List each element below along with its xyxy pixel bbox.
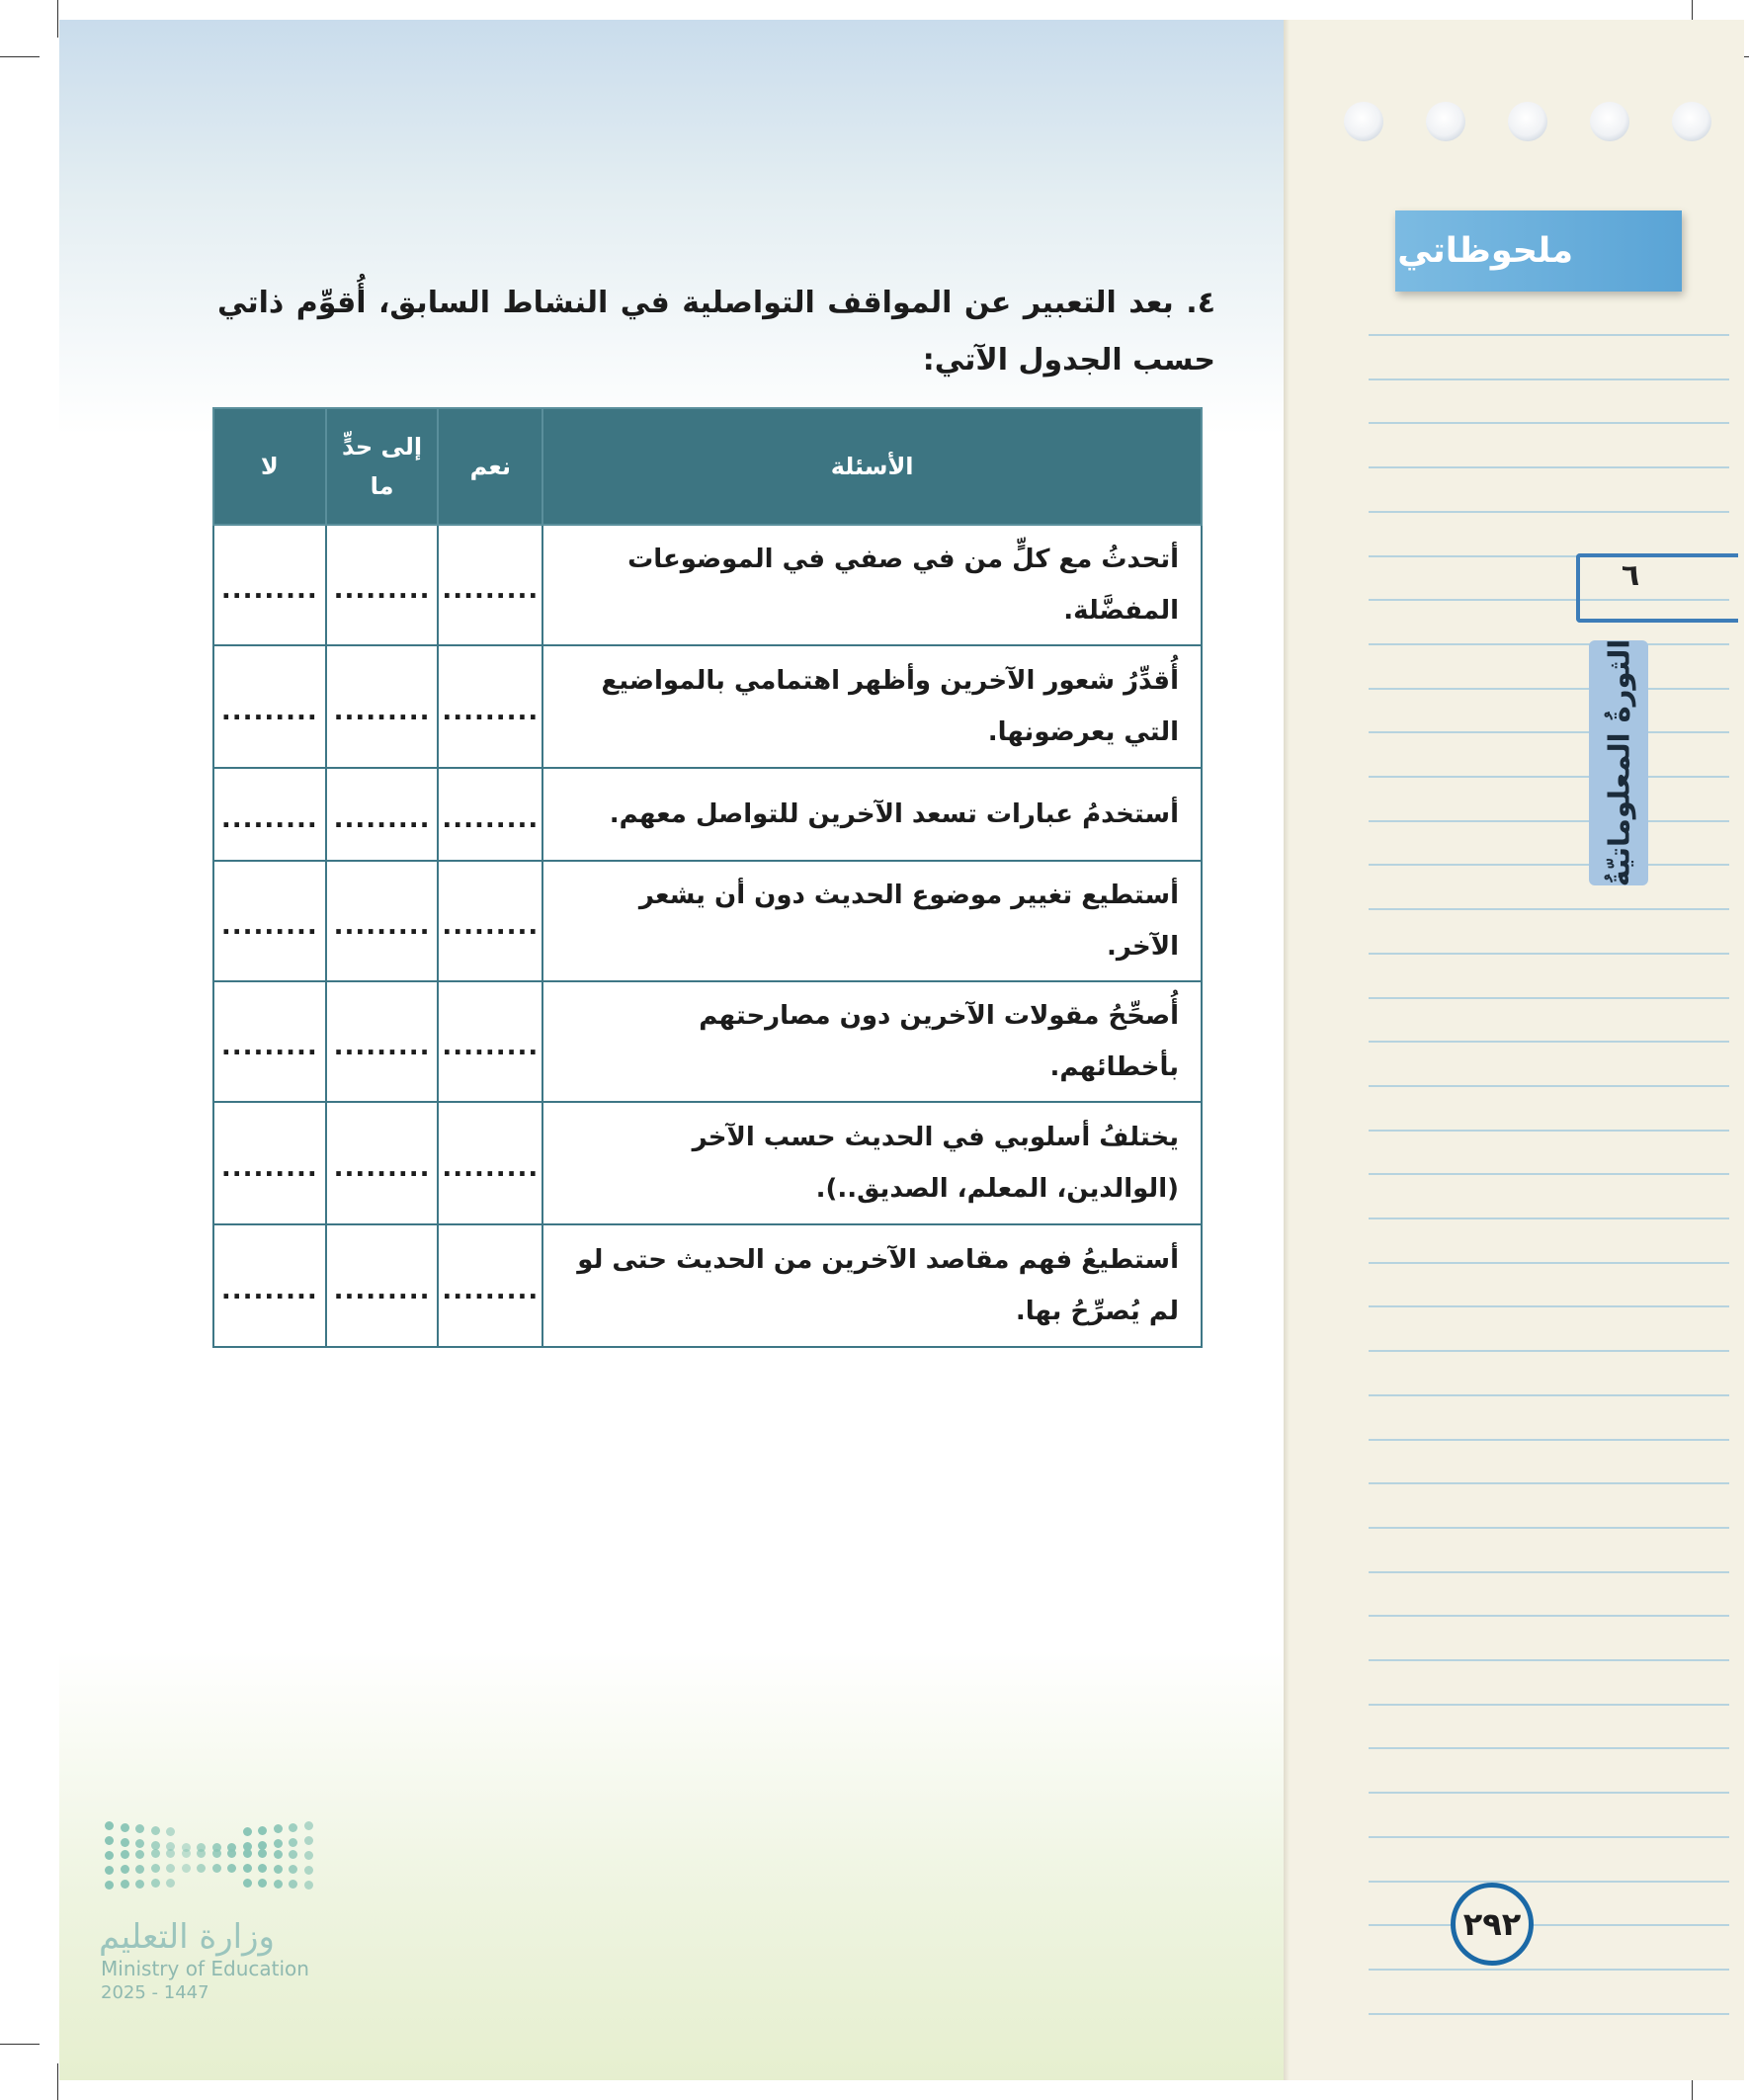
table-row xyxy=(213,525,1202,645)
page-number: ٢٩٢ xyxy=(1451,1883,1534,1966)
note-line xyxy=(1369,422,1729,424)
note-line xyxy=(1369,1527,1729,1529)
note-line xyxy=(1369,466,1729,468)
answer-no[interactable]: ......... xyxy=(213,1102,326,1224)
unit-number: ٦ xyxy=(1621,558,1640,593)
note-line xyxy=(1369,1704,1729,1706)
logo-dot xyxy=(274,1824,283,1833)
logo-dot xyxy=(121,1880,129,1889)
logo-dot xyxy=(121,1823,129,1832)
note-line xyxy=(1369,1792,1729,1794)
note-line xyxy=(1369,997,1729,999)
row-question: أتحدثُ مع كلٍّ من في صفي في الموضوعات المفضَّلة. xyxy=(542,525,1202,645)
row-question: أُصحِّحُ مقولات الآخرين دون مصارحتهم بأخطائهم. xyxy=(542,981,1202,1102)
logo-dot xyxy=(166,1849,175,1858)
logo-dot xyxy=(304,1821,313,1830)
note-line xyxy=(1369,1439,1729,1441)
self-assessment-table xyxy=(212,407,1203,1348)
binder-hole xyxy=(1672,102,1711,141)
logo-dot xyxy=(304,1836,313,1845)
notes-tab xyxy=(1395,210,1682,292)
ministry-name-arabic: وزارة التعليم xyxy=(99,1917,275,1957)
binder-hole xyxy=(1508,102,1547,141)
logo-dot xyxy=(121,1838,129,1847)
note-line xyxy=(1369,1615,1729,1617)
answer-yes[interactable]: ......... xyxy=(438,981,542,1102)
answer-yes[interactable]: ......... xyxy=(438,1102,542,1224)
crop-mark xyxy=(57,0,58,38)
logo-dot xyxy=(274,1865,283,1874)
crop-mark xyxy=(57,2063,58,2100)
answer-no[interactable]: ......... xyxy=(213,861,326,981)
row-question: أستطيعُ فهم مقاصد الآخرين من الحديث حتى لو لم يُصرِّحُ بها. xyxy=(542,1224,1202,1347)
note-line xyxy=(1369,2013,1729,2015)
note-line xyxy=(1369,1571,1729,1573)
note-line xyxy=(1369,1041,1729,1043)
answer-yes[interactable]: ......... xyxy=(438,861,542,981)
note-line xyxy=(1369,1482,1729,1484)
logo-dot xyxy=(166,1864,175,1873)
note-line xyxy=(1369,643,1729,645)
logo-dot xyxy=(135,1850,144,1859)
note-line xyxy=(1369,953,1729,955)
note-line xyxy=(1369,334,1729,336)
note-line xyxy=(1369,1747,1729,1749)
note-line xyxy=(1369,1085,1729,1087)
note-line xyxy=(1369,1881,1729,1883)
answer-somewhat[interactable]: ......... xyxy=(326,645,439,768)
note-line xyxy=(1369,776,1729,778)
note-line xyxy=(1369,688,1729,690)
note-line xyxy=(1369,731,1729,733)
logo-dot xyxy=(289,1823,297,1832)
answer-somewhat[interactable]: ......... xyxy=(326,981,439,1102)
logo-dot xyxy=(182,1864,191,1873)
logo-dot xyxy=(243,1849,252,1858)
logo-dot xyxy=(166,1827,175,1836)
logo-dot xyxy=(151,1826,160,1835)
table-header-row xyxy=(213,408,1202,525)
logo-dot xyxy=(212,1864,221,1873)
binder-hole xyxy=(1344,102,1383,141)
row-question: أستخدمُ عبارات تسعد الآخرين للتواصل معهم. xyxy=(542,768,1202,861)
logo-dot xyxy=(304,1866,313,1875)
logo-dot xyxy=(166,1879,175,1888)
table-row xyxy=(213,768,1202,861)
table-row xyxy=(213,1102,1202,1224)
ministry-name-english: Ministry of Education xyxy=(101,1957,309,1980)
answer-somewhat[interactable]: ......... xyxy=(326,768,439,861)
note-line xyxy=(1369,1262,1729,1264)
note-line xyxy=(1369,908,1729,910)
logo-dot xyxy=(243,1827,252,1836)
logo-dot xyxy=(289,1838,297,1847)
logo-dot xyxy=(227,1864,236,1873)
binder-hole xyxy=(1426,102,1465,141)
crop-mark xyxy=(0,2044,40,2045)
logo-dot xyxy=(274,1850,283,1859)
table-row xyxy=(213,645,1202,768)
edition-year: 2025 - 1447 xyxy=(101,1982,209,2003)
header-somewhat: إلى حدٍّ ما xyxy=(326,408,439,525)
note-line xyxy=(1369,1305,1729,1307)
logo-dot xyxy=(274,1880,283,1889)
logo-dot xyxy=(105,1821,114,1830)
unit-title: الثورةُ المعلوماتيّةُ xyxy=(1602,638,1636,887)
logo-dot xyxy=(151,1864,160,1873)
row-question: أستطيع تغيير موضوع الحديث دون أن يشعر الآخر. xyxy=(542,861,1202,981)
header-no: لا xyxy=(213,408,326,525)
note-line xyxy=(1369,1924,1729,1926)
logo-dot xyxy=(151,1849,160,1858)
note-line xyxy=(1369,864,1729,866)
question-prompt: ٤. بعد التعبير عن المواقف التواصلية في النشاط السابق، أُقوِّم ذاتي حسب الجدول الآتي: xyxy=(217,286,1215,378)
logo-dot xyxy=(243,1879,252,1888)
logo-dot xyxy=(135,1865,144,1874)
note-line xyxy=(1369,511,1729,513)
header-questions: الأسئلة xyxy=(542,408,1202,525)
logo-dot xyxy=(105,1881,114,1890)
crop-mark xyxy=(0,56,40,57)
notes-tab-label: ملحوظاتي xyxy=(1397,231,1573,271)
logo-dot xyxy=(197,1864,206,1873)
logo-dot xyxy=(227,1849,236,1858)
answer-no[interactable]: ......... xyxy=(213,768,326,861)
note-line xyxy=(1369,1659,1729,1661)
logo-dot xyxy=(304,1851,313,1860)
answer-no[interactable]: ......... xyxy=(213,525,326,645)
unit-title-wrapper xyxy=(1589,640,1648,885)
note-line xyxy=(1369,1836,1729,1838)
answer-yes[interactable]: ......... xyxy=(438,768,542,861)
logo-dot xyxy=(304,1881,313,1890)
logo-dot xyxy=(182,1849,191,1858)
note-line xyxy=(1369,378,1729,380)
logo-dot xyxy=(274,1839,283,1848)
answer-somewhat[interactable]: ......... xyxy=(326,525,439,645)
logo-dot xyxy=(135,1880,144,1889)
logo-dot xyxy=(258,1826,267,1835)
logo-dot xyxy=(243,1864,252,1873)
row-question: أُقدِّرُ شعور الآخرين وأظهر اهتمامي بالمواضيع التي يعرضونها. xyxy=(542,645,1202,768)
note-line xyxy=(1369,820,1729,822)
table-row xyxy=(213,861,1202,981)
logo-dot xyxy=(212,1849,221,1858)
note-line xyxy=(1369,1218,1729,1219)
note-line xyxy=(1369,1350,1729,1352)
logo-dot xyxy=(105,1836,114,1845)
note-line xyxy=(1369,1130,1729,1132)
header-yes: نعم xyxy=(438,408,542,525)
logo-dot xyxy=(197,1849,206,1858)
logo-dot xyxy=(258,1841,267,1850)
logo-dot xyxy=(121,1850,129,1859)
notes-panel xyxy=(1290,20,1744,2080)
row-question: يختلفُ أسلوبي في الحديث حسب الآخر (الوالدين، المعلم، الصديق..). xyxy=(542,1102,1202,1224)
answer-somewhat[interactable]: ......... xyxy=(326,861,439,981)
logo-dot xyxy=(121,1865,129,1874)
note-line xyxy=(1369,1394,1729,1396)
note-line xyxy=(1369,1969,1729,1971)
logo-dot xyxy=(151,1879,160,1888)
table-row xyxy=(213,1224,1202,1347)
binder-hole xyxy=(1590,102,1629,141)
answer-no[interactable]: ......... xyxy=(213,645,326,768)
logo-dot xyxy=(151,1841,160,1850)
answer-somewhat[interactable]: ......... xyxy=(326,1224,439,1347)
answer-yes[interactable]: ......... xyxy=(438,1224,542,1347)
answer-yes[interactable]: ......... xyxy=(438,525,542,645)
answer-yes[interactable]: ......... xyxy=(438,645,542,768)
answer-no[interactable]: ......... xyxy=(213,1224,326,1347)
logo-dot xyxy=(105,1866,114,1875)
answer-no[interactable]: ......... xyxy=(213,981,326,1102)
logo-dot xyxy=(105,1851,114,1860)
note-line xyxy=(1369,1173,1729,1175)
table-row xyxy=(213,981,1202,1102)
answer-somewhat[interactable]: ......... xyxy=(326,1102,439,1224)
